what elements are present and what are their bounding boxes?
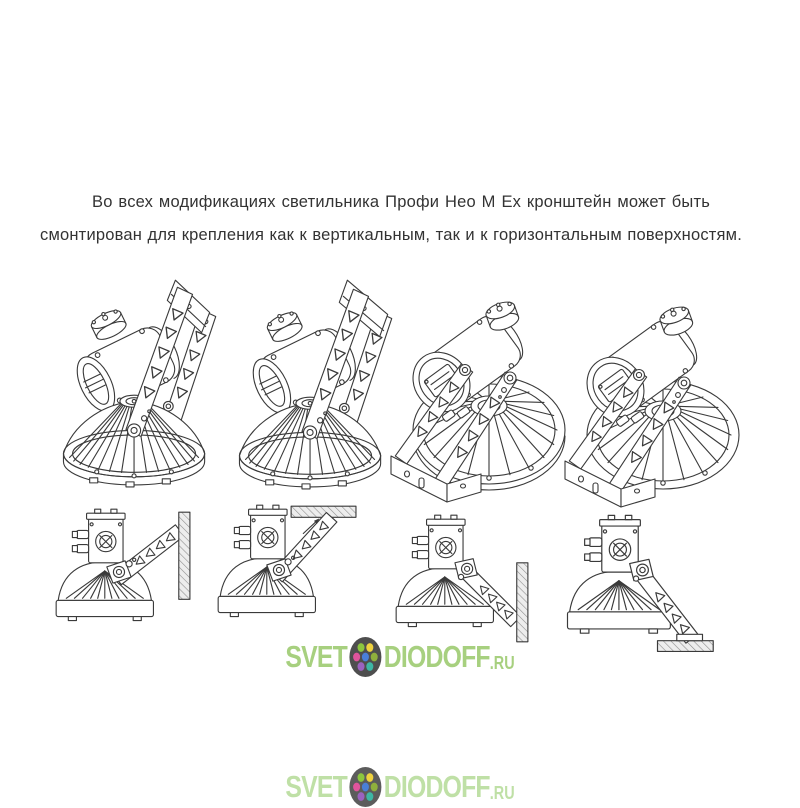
- logo-led-dot: [371, 653, 378, 662]
- watermark-logo-bottom: [257, 766, 543, 808]
- diagram-wall-mount-lower: [384, 510, 536, 652]
- intro-line-1: Во всех модификациях светильника Профи Нео М Ех кронштейн может быть: [92, 193, 710, 211]
- intro-paragraph: [40, 186, 760, 252]
- logo-led-dot: [353, 653, 360, 662]
- logo-led-dot: [366, 662, 373, 671]
- diagram-floor-mount: [554, 510, 716, 660]
- logo-led-dot: [366, 773, 373, 782]
- logo-led-dot: [362, 783, 369, 792]
- logo-text-diodoff: DIODOFF: [383, 639, 490, 674]
- figure-luminaire-bracket-raised-1: [36, 254, 220, 498]
- logo-led-dot: [362, 653, 369, 662]
- diagram-ceiling-mount: [206, 500, 358, 642]
- figure-luminaire-bracket-folded-2: [558, 293, 740, 515]
- logo-text-ru: .RU: [489, 653, 515, 673]
- logo-led-dot: [366, 643, 373, 652]
- logo-text-diodoff: DIODOFF: [383, 769, 490, 804]
- logo-led-dot: [353, 783, 360, 792]
- logo-text-svet: SVET: [285, 769, 347, 804]
- figure-luminaire-bracket-folded-1: [384, 288, 566, 510]
- logo-text-svet: SVET: [285, 639, 347, 674]
- logo-led-dot: [357, 643, 364, 652]
- logo-led-circle-icon: [349, 766, 383, 808]
- intro-line-2: смонтирован для крепления как к вертикальным, так и к горизонтальным поверхностям.: [40, 226, 742, 244]
- logo-led-dot: [357, 662, 364, 671]
- watermark-logo-middle: [257, 636, 543, 678]
- logo-led-dot: [371, 783, 378, 792]
- logo-text-ru: .RU: [489, 783, 515, 803]
- logo-led-circle-icon: [349, 636, 383, 678]
- logo-led-dot: [357, 773, 364, 782]
- figure-luminaire-bracket-raised-2: [212, 256, 396, 500]
- diagram-wall-mount-upper: [44, 504, 196, 646]
